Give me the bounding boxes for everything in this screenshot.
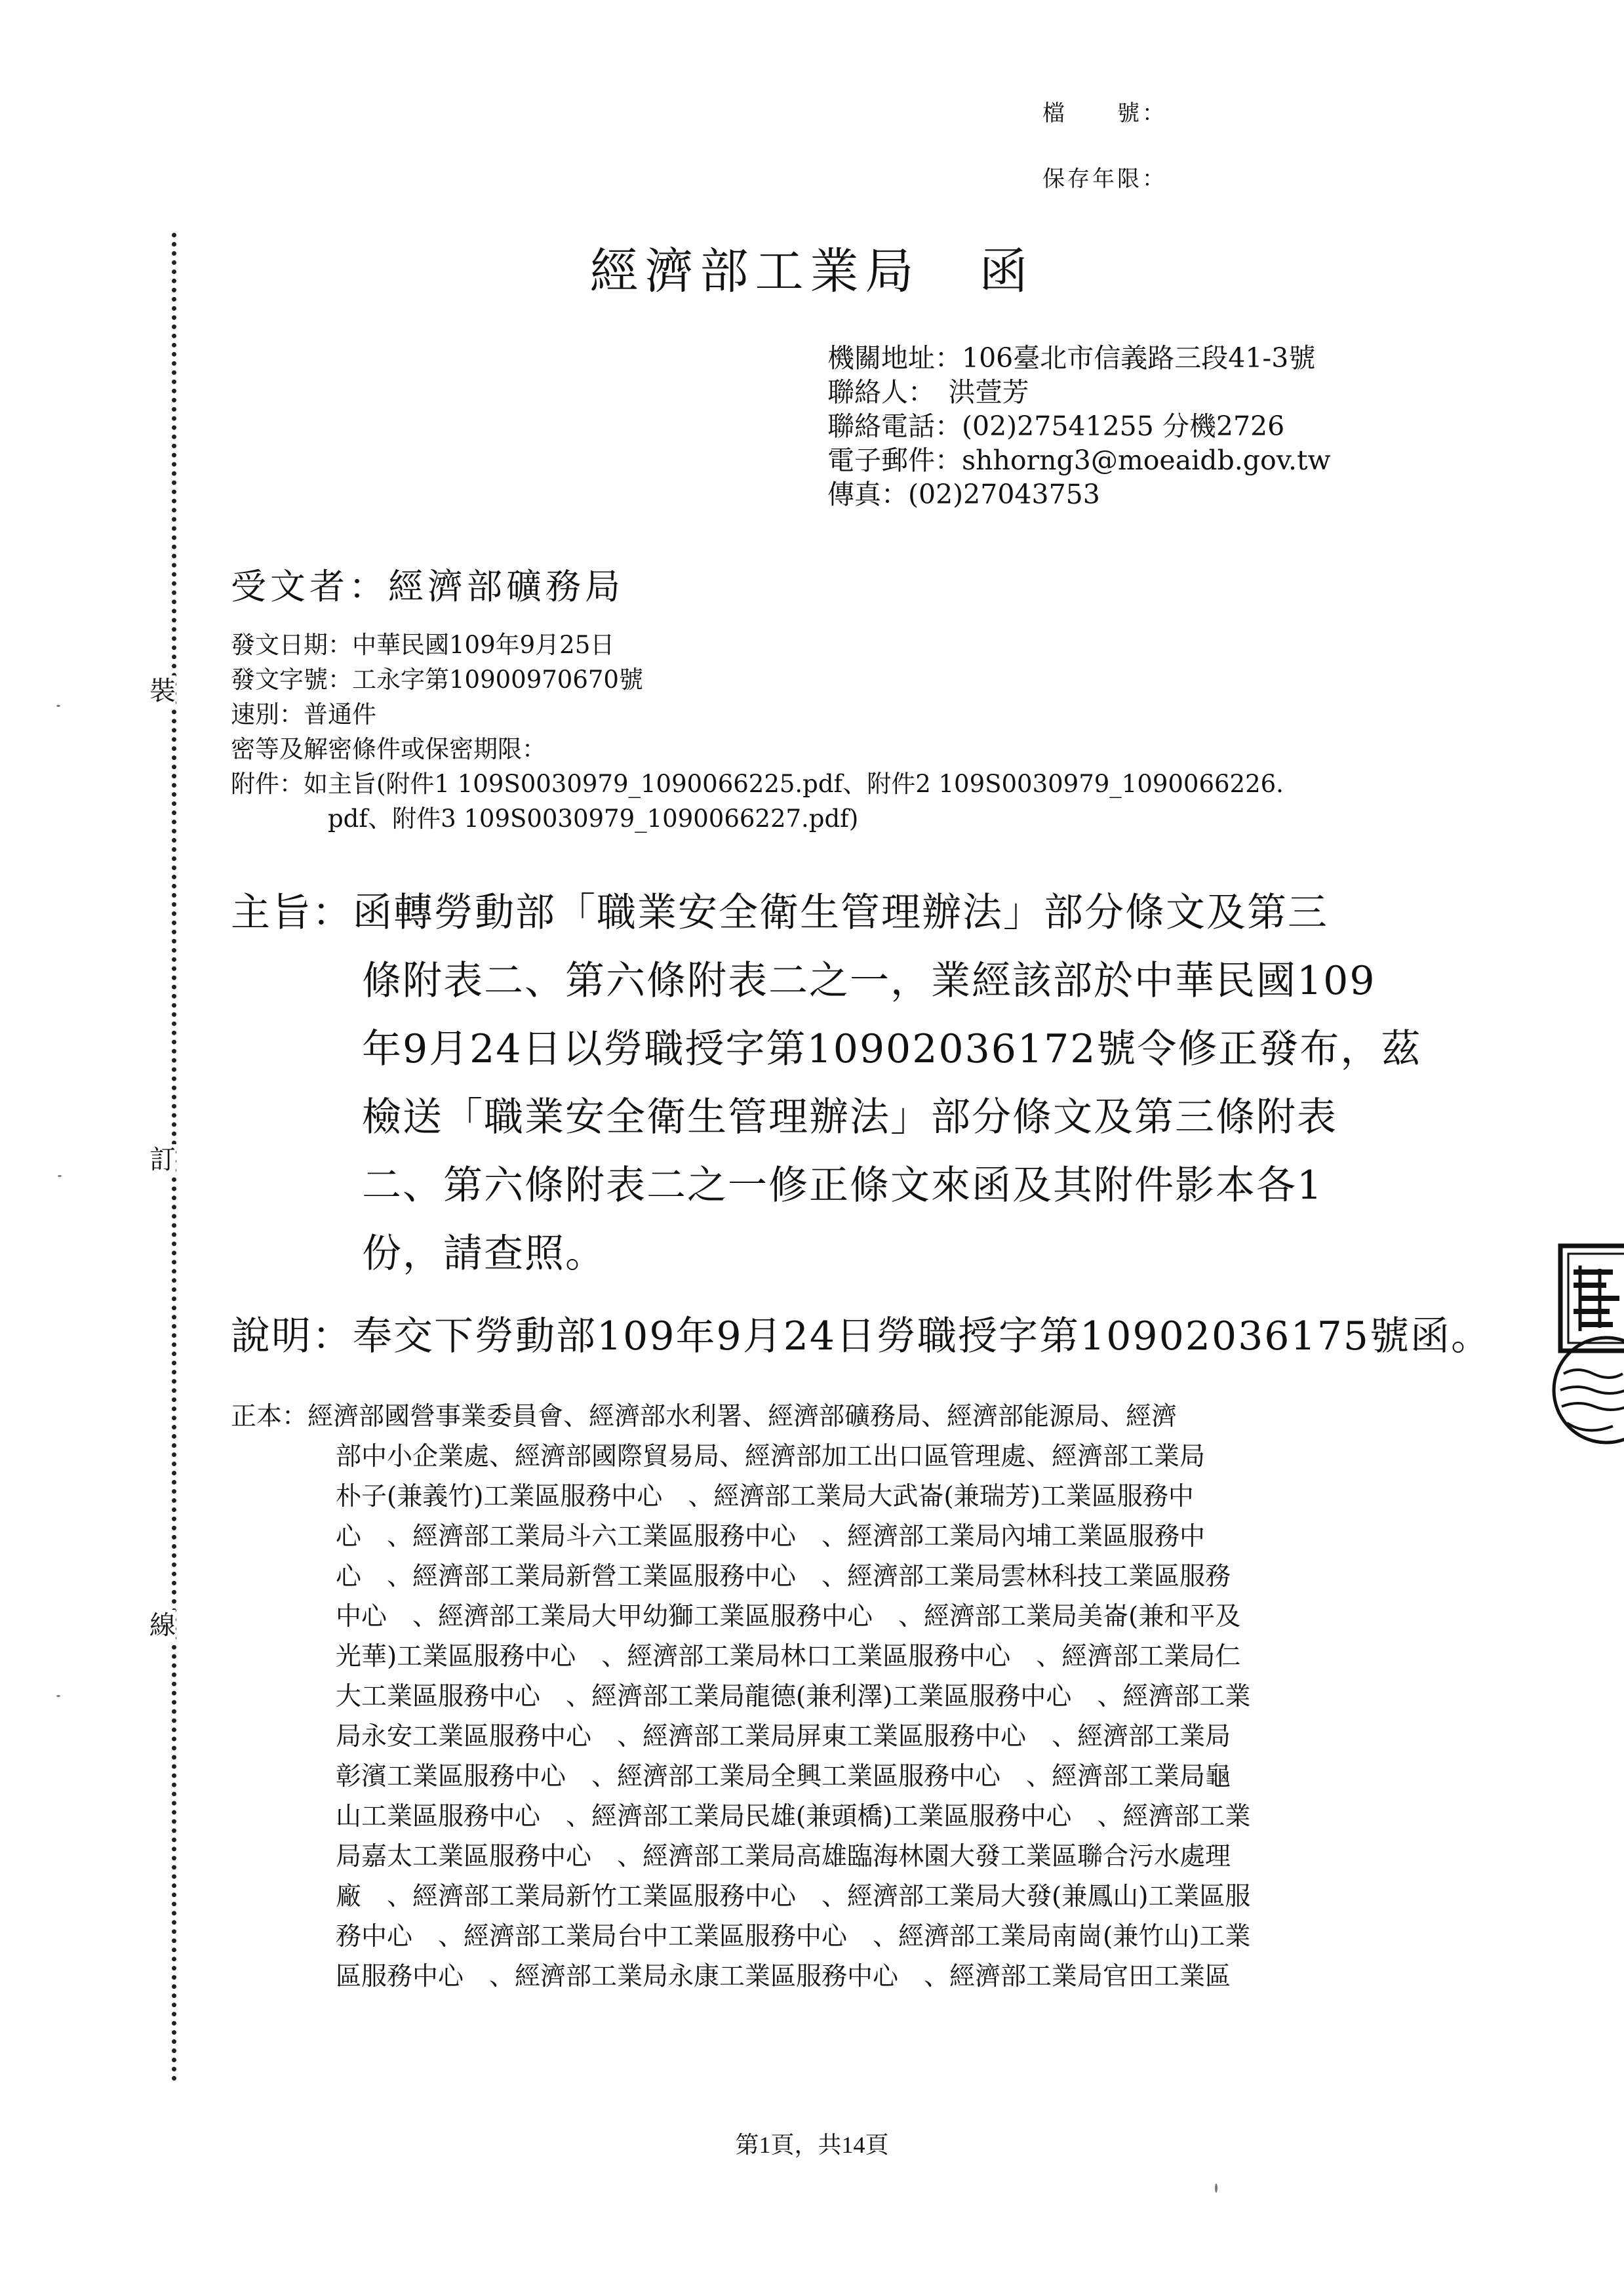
cc-line: 大工業區服務中心 、經濟部工業局龍德(兼利澤)工業區服務中心 、經濟部工業 (336, 1682, 1251, 1711)
cc-line: 光華)工業區服務中心 、經濟部工業局林口工業區服務中心 、經濟部工業局仁 (336, 1642, 1241, 1671)
retention-period-label: 保存年限： (1042, 166, 1167, 192)
explanation-section: 說明：奉交下勞動部109年9月24日勞職授字第10902036175號函。 (231, 1313, 1492, 1359)
binding-char-ding: 訂 (149, 1145, 176, 1175)
issue-date: 發文日期：中華民國109年9月25日 (231, 631, 615, 659)
cc-line: 務中心 、經濟部工業局台中工業區服務中心 、經濟部工業局南崗(兼竹山)工業 (336, 1922, 1251, 1951)
recipient: 受文者：經濟部礦務局 (231, 566, 624, 607)
subject-line: 主旨：函轉勞動部「職業安全衛生管理辦法」部分條文及第三 (231, 890, 1328, 936)
cc-line: 正本：經濟部國營事業委員會、經濟部水利署、經濟部礦務局、經濟部能源局、經濟 (231, 1402, 1178, 1431)
scan-speck (58, 1175, 62, 1177)
subject-line: 條附表二、第六條附表二之一，業經該部於中華民國109 (362, 958, 1376, 1004)
receipt-stamp-icon (1528, 1233, 1624, 1456)
subject-line: 檢送「職業安全衛生管理辦法」部分條文及第三條附表 (362, 1094, 1337, 1140)
contact-email: 電子郵件：shhorng3@moeaidb.gov.tw (827, 445, 1331, 476)
cc-line: 局嘉太工業區服務中心 、經濟部工業局高雄臨海林園大發工業區聯合污水處理 (336, 1842, 1231, 1871)
delivery-speed: 速別：普通件 (231, 700, 376, 728)
page-number: 第1頁，共14頁 (735, 2132, 889, 2158)
document-type: 函 (979, 243, 1035, 300)
attachments-line-1: 附件：如主旨(附件1 109S0030979_1090066225.pdf、附件2 109S0030979_1090066226. (231, 770, 1284, 798)
binding-char-zhuang: 裝 (149, 676, 176, 706)
scan-speck (56, 1695, 60, 1697)
cc-line: 彰濱工業區服務中心 、經濟部工業局全興工業區服務中心 、經濟部工業局龜 (336, 1762, 1231, 1791)
cc-line: 中心 、經濟部工業局大甲幼獅工業區服務中心 、經濟部工業局美崙(兼和平及 (336, 1602, 1241, 1631)
subject-line: 年9月24日以勞職授字第10902036172號令修正發布，茲 (362, 1026, 1422, 1072)
contact-person: 聯絡人： 洪萱芳 (827, 376, 1029, 408)
agency-name: 經濟部工業局 (589, 243, 921, 300)
contact-phone: 聯絡電話：(02)27541255 分機2726 (827, 410, 1285, 442)
cc-line: 心 、經濟部工業局斗六工業區服務中心 、經濟部工業局內埔工業區服務中 (336, 1522, 1206, 1551)
cc-line: 朴子(兼義竹)工業區服務中心 、經濟部工業局大武崙(兼瑞芳)工業區服務中 (336, 1482, 1194, 1511)
contact-block (827, 341, 1331, 511)
binding-char-xian: 線 (149, 1610, 176, 1641)
document-meta (231, 628, 1284, 836)
cc-line: 部中小企業處、經濟部國際貿易局、經濟部加工出口區管理處、經濟部工業局 (336, 1442, 1206, 1471)
original-recipients-section (231, 1397, 1250, 1997)
cc-line: 廠 、經濟部工業局新竹工業區服務中心 、經濟部工業局大發(兼鳳山)工業區服 (336, 1882, 1251, 1911)
contact-fax: 傳真：(02)27043753 (827, 479, 1100, 510)
agency-address: 機關地址：106臺北市信義路三段41-3號 (827, 342, 1316, 374)
cc-line: 山工業區服務中心 、經濟部工業局民雄(兼頭橋)工業區服務中心 、經濟部工業 (336, 1802, 1251, 1831)
scan-speck (1215, 2184, 1218, 2193)
document-number: 發文字號：工永字第10900970670號 (231, 666, 643, 694)
file-number-label: 檔 號： (1042, 100, 1167, 127)
secrecy-level: 密等及解密條件或保密期限： (231, 735, 546, 763)
cc-line: 局永安工業區服務中心 、經濟部工業局屏東工業區服務中心 、經濟部工業局 (336, 1722, 1231, 1751)
subject-line: 二、第六條附表二之一修正條文來函及其附件影本各1 (362, 1163, 1324, 1208)
cc-line: 區服務中心 、經濟部工業局永康工業區服務中心 、經濟部工業局官田工業區 (336, 1962, 1231, 1991)
document-title (0, 233, 1624, 302)
subject-section (231, 879, 1437, 1288)
subject-line: 份，請查照。 (362, 1231, 606, 1277)
scan-speck (56, 705, 60, 707)
cc-line: 心 、經濟部工業局新營工業區服務中心 、經濟部工業局雲林科技工業區服務 (336, 1562, 1231, 1591)
attachments-line-2: pdf、附件3 109S0030979_1090066227.pdf) (328, 805, 859, 833)
